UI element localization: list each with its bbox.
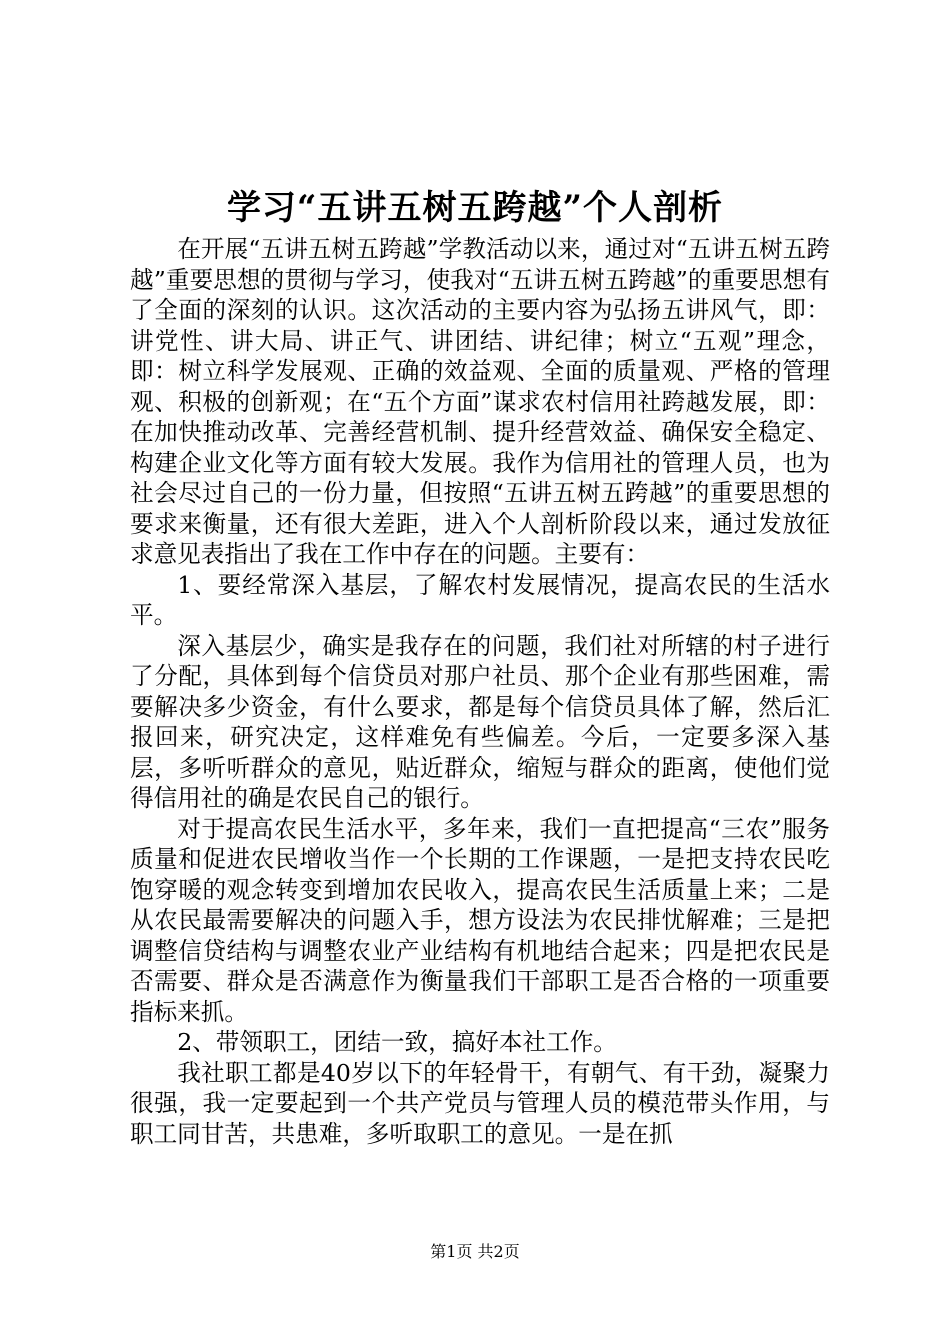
page-footer: 第1页 共2页 <box>430 1242 520 1261</box>
document-title: 学习“五讲五树五跨越”个人剖析 <box>226 188 724 228</box>
document-body <box>130 234 830 1149</box>
paragraph-point-2: 2、带领职工，团结一致，搞好本社工作。 <box>177 1028 617 1056</box>
paragraph-point-1-detail: 深入基层少，确实是我存在的问题，我们社对所辖的村子进行了分配，具体到每个信贷员对那户社员、那个企业有那些困难，需要解决多少资金，有什么要求，都是每个信贷员具体了解，然后汇报回来，研究决定，这样难免有些偏差。今后，一定要多深入基层，多听听群众的意见，贴近群众，缩短与群众的距离，使他们觉得信用社的确是农民自己的银行。 <box>130 631 830 812</box>
paragraph-point-2-detail: 我社职工都是40岁以下的年轻骨干，有朝气、有干劲，凝聚力很强，我一定要起到一个共产党员与管理人员的模范带头作用，与职工同甘苦，共患难，多听取职工的意见。一是在抓 <box>130 1058 830 1148</box>
paragraph-point-1-measures: 对于提高农民生活水平，多年来，我们一直把提高“三农”服务质量和促进农民增收当作一个长期的工作课题，一是把支持农民吃饱穿暖的观念转变到增加农民收入，提高农民生活质量上来；二是从农民最需要解决的问题入手，想方设法为农民排忧解难；三是把调整信贷结构与调整农业产业结构有机地结合起来；四是把农民是否需要、群众是否满意作为衡量我们干部职工是否合格的一项重要指标来抓。 <box>130 814 830 1026</box>
paragraph-intro: 在开展“五讲五树五跨越”学教活动以来，通过对“五讲五树五跨越”重要思想的贯彻与学习，使我对“五讲五树五跨越”的重要思想有了全面的深刻的认识。这次活动的主要内容为弘扬五讲风气，即：讲党性、讲大局、讲正气、讲团结、讲纪律；树立“五观”理念，即：树立科学发展观、正确的效益观、全面的质量观、严格的管理观、积极的创新观；在“五个方面”谋求农村信用社跨越发展，即：在加快推动改革、完善经营机制、提升经营效益、确保安全稳定、构建企业文化等方面有较大发展。我作为信用社的管理人员，也为社会尽过自己的一份力量，但按照“五讲五树五跨越”的重要思想的要求来衡量，还有很大差距，进入个人剖析阶段以来，通过发放征求意见表指出了我在工作中存在的问题。主要有： <box>130 235 830 568</box>
paragraph-point-1: 1、要经常深入基层，了解农村发展情况，提高农民的生活水平。 <box>130 570 830 629</box>
